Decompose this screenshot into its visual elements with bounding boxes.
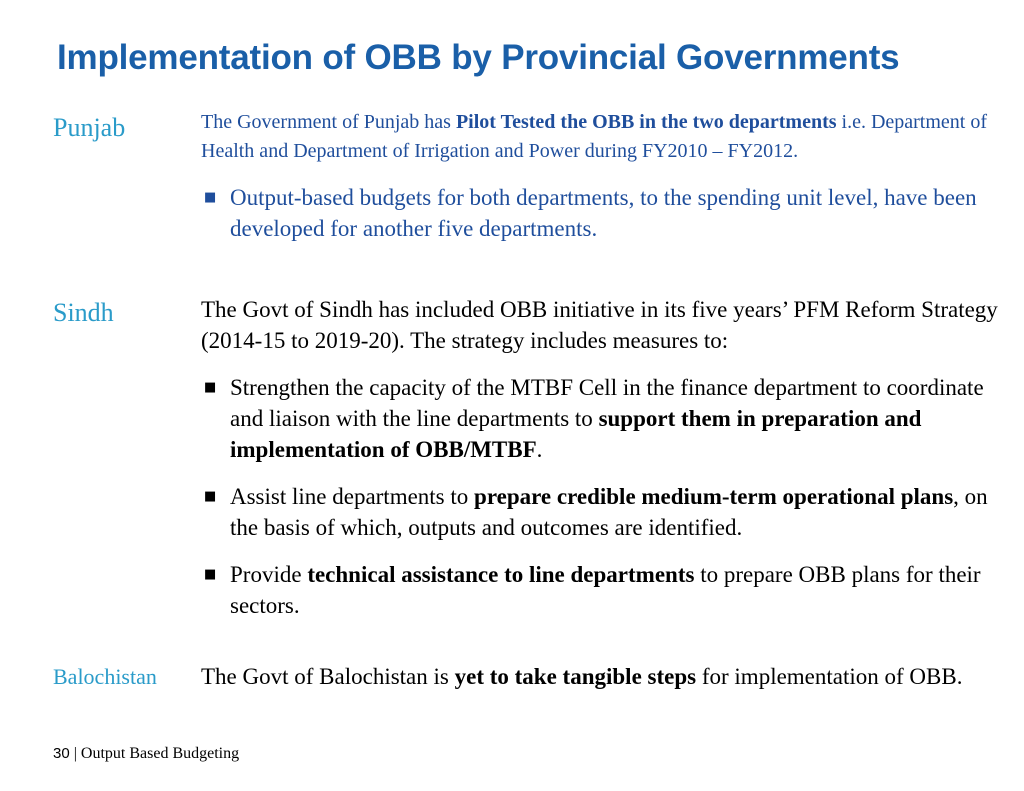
punjab-intro-emphasis: Pilot Tested the OBB in the two departments: [455, 111, 837, 133]
page-number: 30: [53, 745, 70, 762]
balochistan-section: [201, 661, 1001, 692]
sindh-bullet-list: [201, 372, 1001, 621]
section-label-balochistan: Balochistan: [53, 664, 157, 689]
footer-text: Output Based Budgeting: [80, 745, 240, 762]
bullet-icon: ■: [204, 489, 217, 504]
page-title: Implementation of OBB by Provincial Governments: [57, 38, 900, 77]
list-item: ■ Output-based budgets for both departments, to the spending unit level, have been developed for another five departments.: [201, 182, 1001, 244]
footer: [53, 745, 239, 763]
punjab-bullet-list: [201, 182, 1001, 244]
bullet-icon: ■: [204, 380, 217, 395]
bullet-icon: ■: [204, 567, 217, 582]
punjab-intro: The Government of Punjab has Pilot Tested the OBB in the two departments i.e. Department of Health and Department of Irrigation and Power during FY2010 – FY2012.: [201, 111, 988, 162]
list-item: ■ Assist line departments to prepare credible medium-term operational plans, on the basis of which, outputs and outcomes are identified.: [201, 481, 1001, 543]
balochistan-intro: The Govt of Balochistan is yet to take tangible steps for implementation of OBB.: [201, 664, 963, 689]
list-item: ■ Strengthen the capacity of the MTBF Cell in the finance department to coordinate and liaison with the line departments to support them in preparation and implementation of OBB/MTBF.: [201, 372, 1001, 465]
section-label-sindh: Sindh: [53, 298, 114, 327]
bullet-icon: ■: [204, 190, 217, 205]
punjab-section: [201, 108, 1001, 244]
section-label-punjab: Punjab: [53, 113, 126, 142]
list-item: ■ Provide technical assistance to line departments to prepare OBB plans for their sectors.: [201, 559, 1001, 621]
sindh-intro: The Govt of Sindh has included OBB initiative in its five years’ PFM Reform Strategy (2014-15 to 2019-20). The strategy includes measures to:: [201, 297, 998, 353]
footer-separator: |: [73, 745, 77, 762]
sindh-section: [201, 294, 1001, 621]
